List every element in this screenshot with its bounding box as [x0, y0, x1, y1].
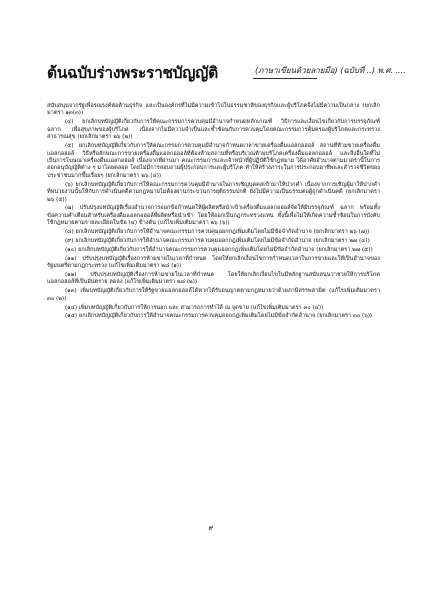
paragraph: (๑๔) เพิ่มบทบัญญัติเกี่ยวกับการให้การนอก และ สามารถการทำได้ ณ จุดขาย (แก้ไขเพิ่มเติมมาตรา ๓๐ (๔)) [65, 304, 324, 311]
document-title: ต้นฉบับร่างพระราชบัญญัติ [47, 64, 218, 82]
paragraph: (๑๓) เพิ่มบทบัญญัติเกี่ยวกับการให้รัฐขายแอลกอฮอล์ได้หากได้รับอนุญาตตามกฎหมายว่าด้วยภาษีสรรพสามิต (แก้ไขเพิ่มเติมมาตรา ๓๐ (๒)) [47, 288, 380, 302]
document-body [47, 103, 380, 322]
paragraph: สนับสนุนจากรัฐเพื่อรณรงค์ต่อต้านธุรกิจ และเป็นองค์กรที่ไม่มีความเข้าไปในธรรมชาติของธุรกิจและผู้บริโภคจึงไม่มีความเป็นกลาง (ยกเลิกมาตรา ๑๓(๓)) [47, 103, 380, 117]
handwritten-underline [253, 78, 317, 79]
paragraph: (๑๕) ยกเลิกบทบัญญัติเกี่ยวกับการให้อำนาจคณะกรรมการควบคุมออกกฎเพิ่มเติมโดยไม่มีข้อจำกัดอำนาจ (ยกเลิกมาตรา ๓๐ (๖)) [65, 313, 373, 320]
page-number: ๙ [208, 524, 214, 532]
paragraph: (๖) ยกเลิกบทบัญญัติเกี่ยวกับการให้คณะกรรมการควบคุมมีอำนาจในการเชิญบุคคลเข้ามาให้ปากคำ เนื่องจากการเชิญผู้มาให้ปากคำที่หน่วยงานนั้นให้กับการดำเนินคดีตามกฎหมายไม่ต้องผ่านกระบวนการยุติธรรมปกติ ยังไม่มีความเป็นธรรมต่อผู้ถูกดำเนินคดี (ยกเลิกมาตรา ๒๖ (๕)) [47, 181, 380, 203]
paragraph: (๘) ยกเลิกบทบัญญัติเกี่ยวกับการให้อำนาจคณะกรรมการควบคุมออกกฎเพิ่มเติมโดยไม่มีข้อจำกัดอำนาจ (ยกเลิกมาตรา ๒๖ (๗)) [65, 229, 370, 236]
paragraph: (๙) ยกเลิกบทบัญญัติเกี่ยวกับการให้อำนาจคณะกรรมการควบคุมออกกฎเพิ่มเติมโดยไม่มีข้อจำกัดอำนาจ (ยกเลิกมาตรา ๒๗ (๔)) [65, 238, 370, 245]
paragraph: (๔) ยกเลิกบทบัญญัติเกี่ยวกับการให้คณะกรรมการควบคุมมีอำนาจกำหนดหลักเกณฑ์ วิธีการและเงื่อนไขเกี่ยวกับการบรรจุภัณฑ์ ฉลาก เพื่อสุขภาพของผู้บริโภค เนื่องจากไม่มีความจำเป็นและซ้ำซ้อนกับการควบคุมโดยคณะกรรมการคุ้มครองผู้บริโภคและกระทรวงสาธารณสุข (ยกเลิกมาตรา ๒๖ (๒)) [47, 119, 380, 141]
paragraph: (๑๑) ปรับปรุงบทบัญญัติเรื่องการห้ามขายในเวลาที่กำหนด โดยให้ยกเลิกเงื่อนไขการกำหนดเวลาในการขายและให้เป็นอำนาจของรัฐมนตรีตามกฎกระทรวง (แก้ไขเพิ่มเติมมาตรา ๒๘ (๑)) [47, 255, 380, 270]
paragraph: (๗) ปรับปรุงบทบัญญัติเรื่องอำนาจการออกข้อกำหนดให้ผู้ผลิตหรือนำเข้าเครื่องดื่มแอลกอฮอล์จัดให้มีบรรจุภัณฑ์ ฉลาก พร้อมทั้งข้อความคำเตือนสำหรับเครื่องดื่มแอลกอฮอล์ที่ผลิตหรือนำเข้า โดยให้ออกเป็นกฎกระทรวงแทน ทั้งนี้เพื่อไม่ให้เกิดความซ้ำซ้อนในการบังคับใช้กฎหมายตามรายละเอียดในข้อ (๔) ข้างต้น (แก้ไขเพิ่มเติมมาตรา ๒๖ (๖)) [47, 205, 380, 227]
handwritten-note: (ภาษาเขียนด้วยลายมือ) (ฉบับที่ ..) พ.ศ. .... [255, 66, 406, 75]
document-header [47, 60, 406, 88]
paragraph: (๑๐) ยกเลิกบทบัญญัติเกี่ยวกับการให้อำนาจคณะกรรมการควบคุมออกกฎเพิ่มเติมโดยไม่มีข้อจำกัดอำนาจ (ยกเลิกมาตรา ๒๗ (๕)) [65, 246, 373, 253]
paragraph: (๑๒) ปรับปรุงบทบัญญัติเรื่องการห้ามขายในเวลาที่กำหนด โดยให้ยกเลิกเงื่อนไขในมีหลักฐานสนับสนุนว่าช่วยให้การบริโภคแอลกอฮอล์ที่เป็นอันตราย ลดลง (แก้ไขเพิ่มเติมมาตรา ๒๘ (๒)) [47, 272, 380, 286]
paragraph: (๕) ยกเลิกบทบัญญัติเกี่ยวกับการให้คณะกรรมการควบคุมมีอำนาจกำหนดเวลาขายเครื่องดื่มแอลกอฮอล์ สถานที่ห้ามขายเครื่องดื่มแอลกอฮอล์ วิธีหรือลักษณะการขายเครื่องดื่มแอลกอฮอล์ที่ต้องห้ามสถานที่หรือบริเวณห้ามบริโภคเครื่องดื่มแอลกอฮอล์ และสิ่งอื่นใดที่ไม่เป็นการโฆษณาเครื่องดื่มแอลกอฮอล์ เนื่องจากที่ผ่านมา คณะกรรมการและเจ้าหน้าที่ผู้ปฏิบัติใช้กฎหมาย ได้อาศัยอำนาจตามมาตรานี้ในการออกอนุบัญญัติต่าง ๆ มาโดยตลอด โดยไม่มีการสอบถามผู้ประกอบการและผู้บริโภค ทำให้สร้างภาระในการประกอบอาชีพและสำรวจชีวิตของประชาชนมากขึ้นเรื่อยๆ (ยกเลิกมาตรา ๒๖ (๔)) [47, 143, 380, 179]
